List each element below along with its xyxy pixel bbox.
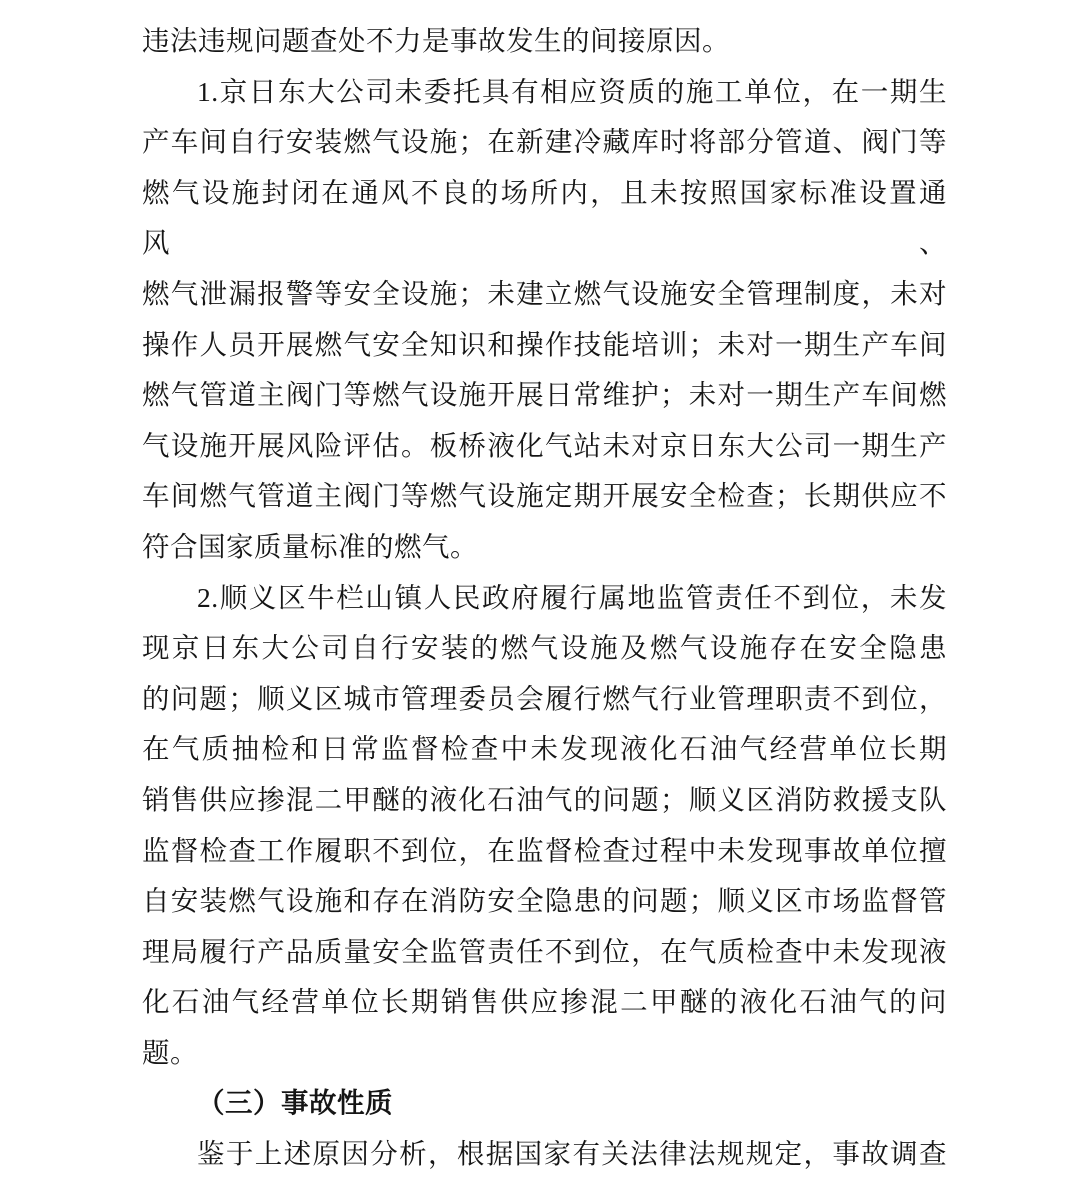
paragraph-item-2 bbox=[142, 573, 947, 1079]
text-line: 车间燃气管道主阀门等燃气设施定期开展安全检查；长期供应不 bbox=[142, 480, 947, 512]
text-line: 符合国家质量标准的燃气。 bbox=[142, 530, 478, 562]
paragraph-item-1 bbox=[142, 67, 947, 573]
text-line: 的问题；顺义区城市管理委员会履行燃气行业管理职责不到位， bbox=[142, 682, 947, 714]
text-line: 题。 bbox=[142, 1036, 198, 1068]
paragraph-continuation bbox=[142, 16, 947, 67]
text-line: 产车间自行安装燃气设施；在新建冷藏库时将部分管道、阀门等 bbox=[142, 126, 947, 158]
text-line: 2.顺义区牛栏山镇人民政府履行属地监管责任不到位，未发 bbox=[197, 581, 947, 613]
text-line: 理局履行产品质量安全监管责任不到位，在气质检查中未发现液 bbox=[142, 935, 947, 967]
text-line: 在气质抽检和日常监督检查中未发现液化石油气经营单位长期 bbox=[142, 733, 947, 765]
paragraph-conclusion-start bbox=[142, 1129, 947, 1180]
text-line: 燃气设施封闭在通风不良的场所内，且未按照国家标准设置通风、 bbox=[142, 176, 947, 259]
text-line: 监督检查工作履职不到位，在监督检查过程中未发现事故单位擅 bbox=[142, 834, 947, 866]
text-line: 操作人员开展燃气安全知识和操作技能培训；未对一期生产车间 bbox=[142, 328, 947, 360]
text-line: 鉴于上述原因分析，根据国家有关法律法规规定，事故调查 bbox=[197, 1138, 947, 1170]
text-line: 气设施开展风险评估。板桥液化气站未对京日东大公司一期生产 bbox=[142, 429, 947, 461]
text-line: 自安装燃气设施和存在消防安全隐患的问题；顺义区市场监督管 bbox=[142, 885, 947, 917]
text-line: 1.京日东大公司未委托具有相应资质的施工单位，在一期生 bbox=[197, 75, 947, 107]
text-line: 销售供应掺混二甲醚的液化石油气的问题；顺义区消防救援支队 bbox=[142, 783, 947, 815]
text-line: 现京日东大公司自行安装的燃气设施及燃气设施存在安全隐患 bbox=[142, 632, 947, 664]
text-line: （三）事故性质 bbox=[197, 1087, 393, 1119]
section-heading-accident-nature bbox=[142, 1078, 947, 1129]
text-line: 燃气泄漏报警等安全设施；未建立燃气设施安全管理制度，未对 bbox=[142, 277, 947, 309]
text-line: 燃气管道主阀门等燃气设施开展日常维护；未对一期生产车间燃 bbox=[142, 379, 947, 411]
text-line: 违法违规问题查处不力是事故发生的间接原因。 bbox=[142, 25, 730, 56]
text-line: 化石油气经营单位长期销售供应掺混二甲醚的液化石油气的问 bbox=[142, 986, 947, 1018]
document-body bbox=[142, 16, 947, 1180]
